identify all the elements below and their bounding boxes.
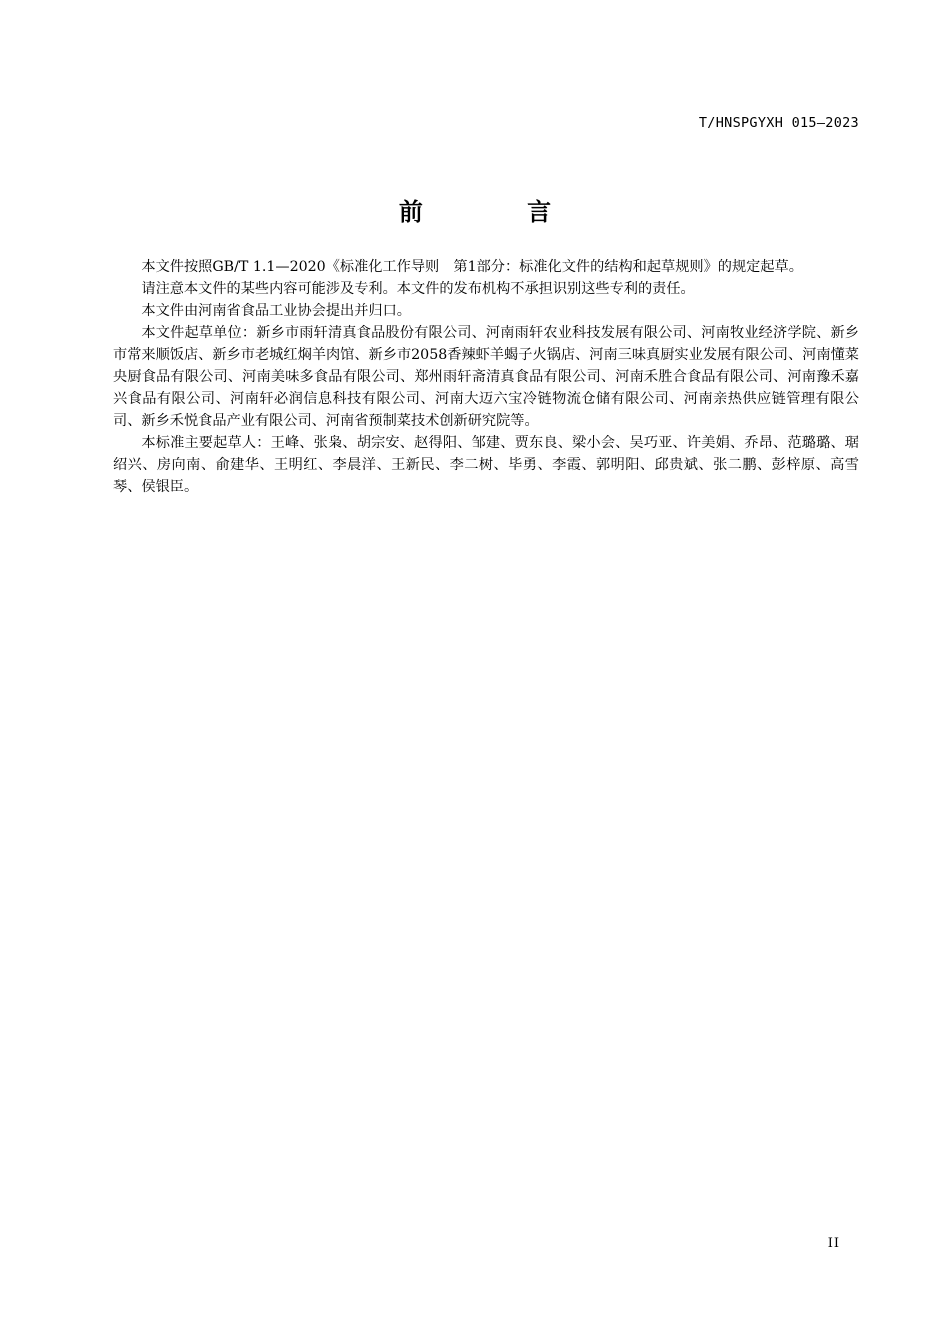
paragraph-patent-notice: 请注意本文件的某些内容可能涉及专利。本文件的发布机构不承担识别这些专利的责任。: [141, 281, 695, 297]
document-code: T/HNSPGYXH 015—2023: [698, 115, 859, 131]
paragraph-drafting-rules: 本文件按照GB/T 1.1—2020《标准化工作导则 第1部分：标准化文件的结构和起草规则》的规定起草。: [141, 259, 803, 275]
page-title: 前 言: [398, 198, 600, 226]
paragraph-proposer: 本文件由河南省食品工业协会提出并归口。: [141, 303, 411, 319]
paragraph-drafters: 本标准主要起草人：王峰、张枭、胡宗安、赵得阳、邹建、贾东良、梁小会、吴巧亚、许美娟、乔昂、范璐璐、琚绍兴、房向南、俞建华、王明红、李晨洋、王新民、李二树、毕勇、李霞、郭明阳、邱贵斌、张二鹏、彭梓原、高雪琴、侯银臣。: [113, 435, 859, 495]
preface-body: [113, 256, 859, 498]
page-number: II: [827, 1236, 840, 1251]
paragraph-drafting-units: 本文件起草单位：新乡市雨轩清真食品股份有限公司、河南雨轩农业科技发展有限公司、河南牧业经济学院、新乡市常来顺饭店、新乡市老城红焖羊肉馆、新乡市2058香辣虾羊蝎子火锅店、河南三味真厨实业发展有限公司、河南懂菜央厨食品有限公司、河南美味多食品有限公司、郑州雨轩斋清真食品有限公司、河南禾胜合食品有限公司、河南豫禾嘉兴食品有限公司、河南轩必润信息科技有限公司、河南大迈六宝冷链物流仓储有限公司、河南亲热供应链管理有限公司、新乡禾悦食品产业有限公司、河南省预制菜技术创新研究院等。: [113, 325, 859, 429]
